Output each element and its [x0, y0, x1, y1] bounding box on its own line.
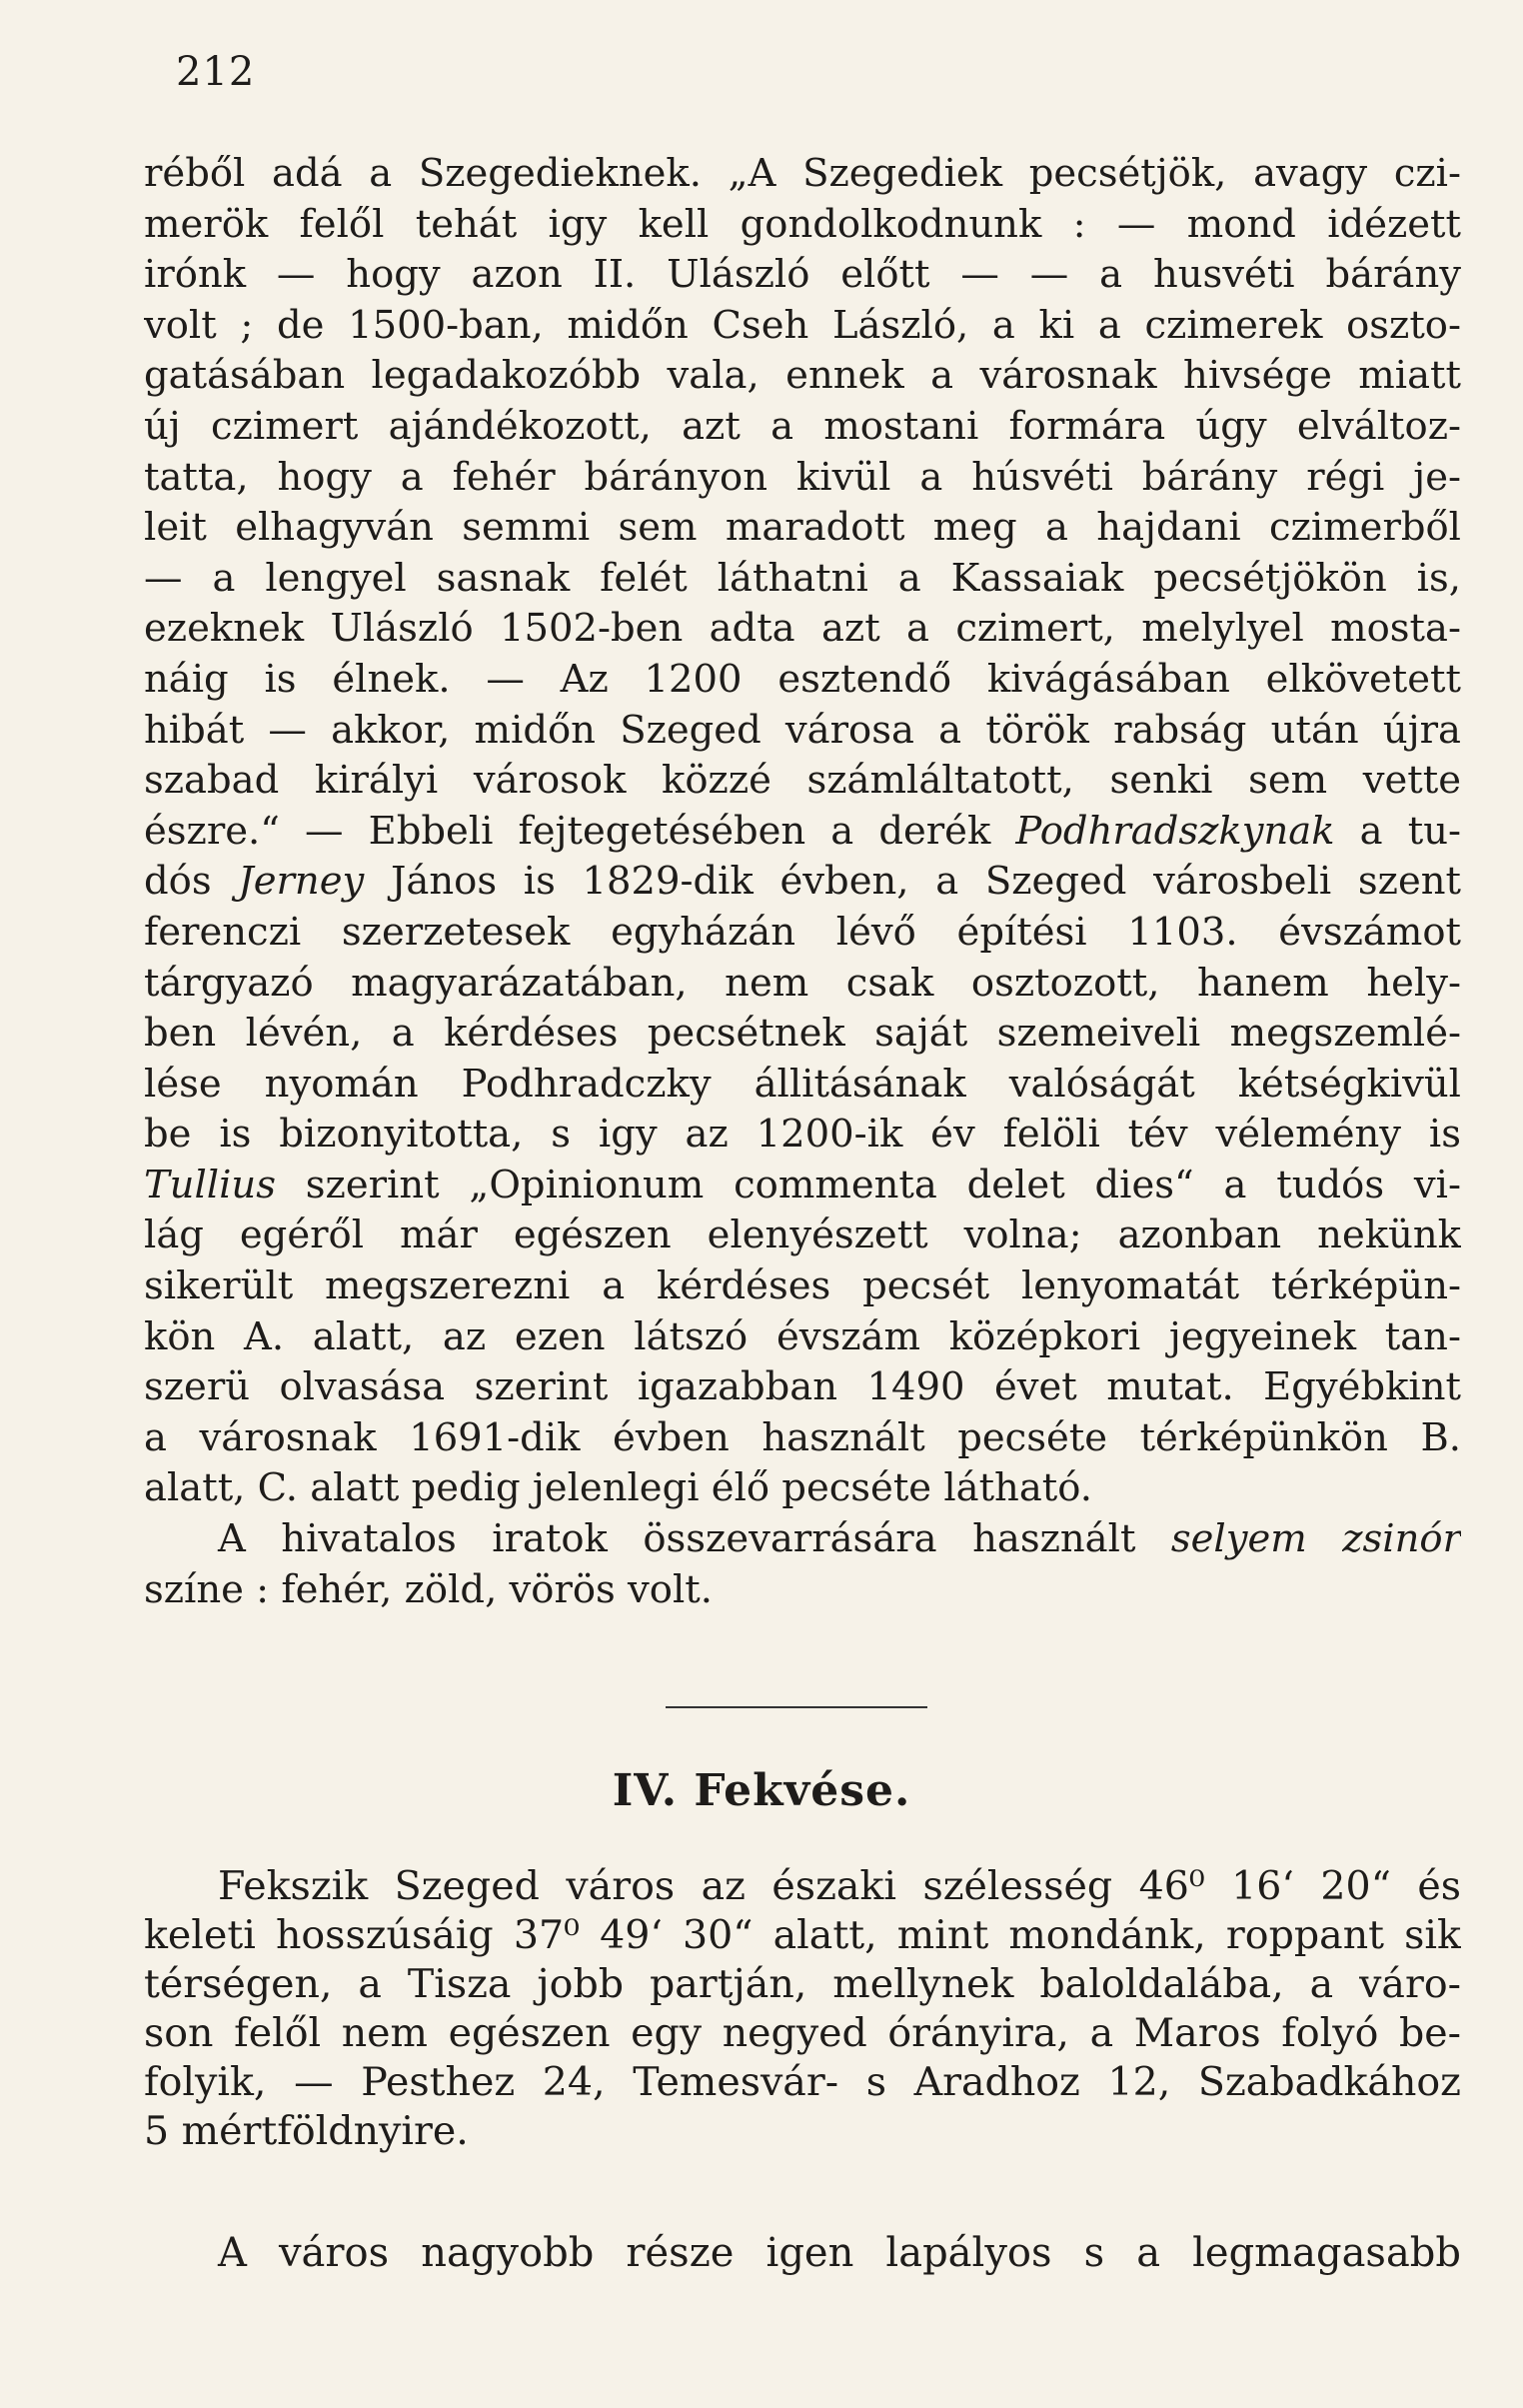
text-line: keleti hosszúsáig 37⁰ 49‘ 30“ alatt, mint mondánk, roppant sik	[144, 1912, 1461, 1958]
text-line: lág egéről már egészen elenyészett volna; azonban nekünk	[144, 1212, 1461, 1258]
text-line: kön A. alatt, az ezen látszó évszám középkori jegyeinek tan-	[144, 1313, 1461, 1359]
text-line: sikerült megszerezni a kérdéses pecsét lenyomatát térképün-	[144, 1263, 1461, 1309]
text-line: színe : fehér, zöld, vörös volt.	[144, 1566, 714, 1612]
text-line	[144, 1161, 1461, 1211]
text-line: gatásában legadakozóbb vala, ennek a városnak hivsége miatt	[144, 353, 1461, 399]
text-segment: A hivatalos iratok összevarrására használt	[218, 1516, 1171, 1562]
section-divider	[666, 1706, 927, 1708]
text-line: be is bizonyitotta, s igy az 1200-ik év felöli tév vélemény is	[144, 1112, 1461, 1158]
text-line	[144, 807, 1461, 858]
text-line: alatt, C. alatt pedig jelenlegi élő pecséte látható.	[144, 1465, 1093, 1511]
text-segment: János is 1829-dik évben, a Szeged városbeli szent	[364, 859, 1461, 905]
italic-term-selyem-zsinor: selyem zsinór	[1170, 1516, 1461, 1562]
text-line: ezeknek Ulászló 1502-ben adta azt a czimert, melylyel mosta-	[144, 606, 1461, 652]
text-line: merök felől tehát igy kell gondolkodnunk : — mond idézett	[144, 201, 1461, 247]
text-line: térségen, a Tisza jobb partján, mellynek baloldalába, a váro-	[144, 1961, 1461, 2007]
text-line: leit elhagyván semmi sem maradott meg a hajdani czimerből	[144, 505, 1461, 551]
text-line: ferenczi szerzetesek egyházán lévő építési 1103. évszámot	[144, 909, 1461, 955]
text-line: Fekszik Szeged város az északi szélesség 46⁰ 16‘ 20“ és	[218, 1863, 1461, 1909]
text-line: ben lévén, a kérdéses pecsétnek saját szemeiveli megszemlé-	[144, 1011, 1461, 1057]
text-line: lése nyomán Podhradczky állitásának valóságát kétségkivül	[144, 1061, 1461, 1107]
text-line: tatta, hogy a fehér bárányon kivül a húsvéti bárány régi je-	[144, 454, 1461, 500]
italic-name-tullius: Tullius	[144, 1162, 276, 1207]
text-line: a városnak 1691-dik évben használt pecséte térképünkön B.	[144, 1414, 1461, 1460]
text-line	[144, 857, 1461, 908]
paragraph-location	[144, 1862, 1461, 2156]
text-line: tárgyazó magyarázatában, nem csak osztozott, hanem hely-	[144, 960, 1461, 1006]
text-segment: észre.“ — Ebbeli fejtegetésében a derék	[144, 808, 1016, 854]
text-line: új czimert ajándékozott, azt a mostani formára úgy elváltoz-	[144, 403, 1461, 449]
section-heading: IV. Fekvése.	[612, 1765, 911, 1816]
text-line: szabad királyi városok közzé számláltatott, senki sem vette	[144, 758, 1461, 804]
text-line: 5 mértföldnyire.	[144, 2108, 469, 2154]
italic-name-podhradszky: Podhradszkynak	[1015, 808, 1335, 854]
text-line: volt ; de 1500-ban, midőn Cseh László, a ki a czimerek oszto-	[144, 302, 1461, 348]
text-line: szerü olvasása szerint igazabban 1490 évet mutat. Egyébkint	[144, 1364, 1461, 1410]
text-line: irónk — hogy azon II. Ulászló előtt — — a husvéti bárány	[144, 252, 1461, 298]
italic-name-jerney: Jerney	[238, 859, 365, 905]
page-number: 212	[176, 49, 256, 95]
text-line: son felől nem egészen egy negyed órányira, a Maros folyó be-	[144, 2010, 1461, 2056]
paragraph-terrain	[144, 2227, 1461, 2279]
text-line: náig is élnek. — Az 1200 esztendő kivágásában elkövetett	[144, 656, 1461, 702]
text-line	[144, 1514, 1461, 1565]
text-line: réből adá a Szegedieknek. „A Szegediek pecsétjök, avagy czi-	[144, 151, 1461, 196]
text-segment: a tu-	[1334, 808, 1461, 854]
text-line: — a lengyel sasnak felét láthatni a Kassaiak pecsétjökön is,	[144, 555, 1461, 601]
text-segment: dós	[144, 859, 239, 905]
text-line: A város nagyobb része igen lapályos s a legmagasabb	[218, 2230, 1461, 2276]
text-segment: szerint „Opinionum commenta delet dies“ a tudós vi-	[275, 1162, 1461, 1207]
text-line: folyik, — Pesthez 24, Temesvár- s Aradhoz 12, Szabadkához	[144, 2059, 1461, 2105]
text-line: hibát — akkor, midőn Szeged városa a török rabság után újra	[144, 707, 1461, 753]
paragraph-seal-history	[144, 149, 1461, 1615]
